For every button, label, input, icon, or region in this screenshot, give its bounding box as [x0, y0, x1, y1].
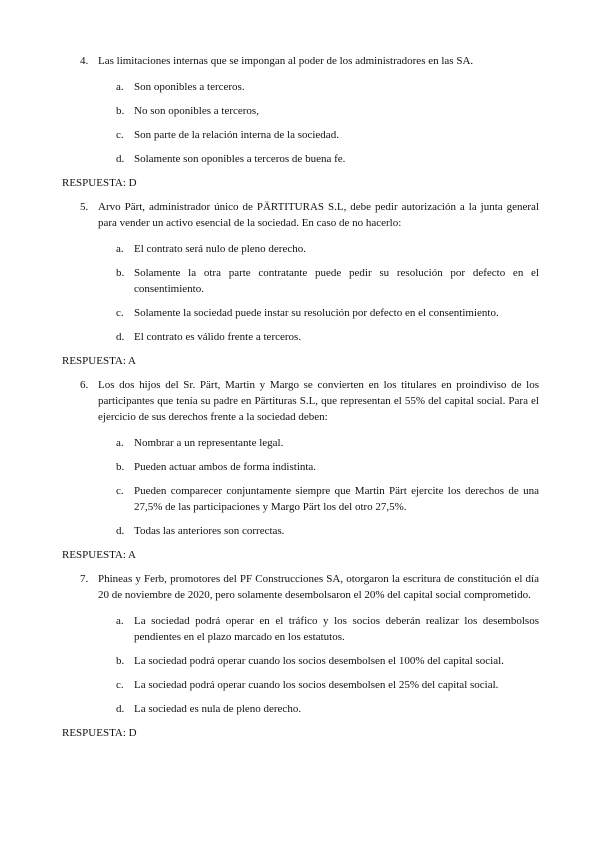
option-letter: a. — [116, 81, 124, 93]
option-c — [116, 483, 539, 515]
option-a — [116, 241, 539, 257]
question-number: 4. — [80, 55, 89, 67]
option-a — [116, 79, 539, 95]
option-letter: b. — [116, 655, 125, 667]
question-number: 6. — [80, 379, 89, 391]
option-text: Son oponibles a terceros. — [134, 81, 245, 93]
options-list — [116, 79, 539, 167]
option-d — [116, 701, 539, 717]
option-c — [116, 677, 539, 693]
option-a — [116, 435, 539, 451]
question-number: 7. — [80, 573, 89, 585]
question-7 — [80, 571, 539, 603]
options-list — [116, 241, 539, 345]
option-text: Todas las anteriores son correctas. — [134, 525, 285, 537]
option-letter: b. — [116, 267, 125, 279]
question-6 — [80, 377, 539, 425]
option-letter: b. — [116, 461, 125, 473]
option-letter: a. — [116, 243, 124, 255]
option-letter: d. — [116, 525, 125, 537]
option-text: Solamente la sociedad puede instar su resolución por defecto en el consentimiento. — [134, 307, 499, 319]
option-letter: c. — [116, 485, 124, 497]
options-list — [116, 613, 539, 717]
option-letter: d. — [116, 331, 125, 343]
option-letter: c. — [116, 307, 124, 319]
option-letter: c. — [116, 679, 124, 691]
option-text: Pueden comparecer conjuntamente siempre que Martin Pärt ejercite los derechos de una 27,5% de las participaciones y Margo Pärt los del otro 27,5%. — [134, 485, 539, 513]
option-b — [116, 653, 539, 669]
option-text: La sociedad podrá operar en el tráfico y los socios deberán realizar los desembolsos pendientes en el plazo marcado en los estatutos. — [134, 615, 539, 643]
option-b — [116, 103, 539, 119]
option-text: Solamente son oponibles a terceros de buena fe. — [134, 153, 346, 165]
options-list — [116, 435, 539, 539]
question-text: Phineas y Ferb, promotores del PF Construcciones SA, otorgaron la escritura de constitución el día 20 de noviembre de 2020, pero solamente desembolsaron el 20% del capital social comprometido. — [98, 573, 539, 601]
option-text: La sociedad podrá operar cuando los socios desembolsen el 25% del capital social. — [134, 679, 499, 691]
answer-line: RESPUESTA: D — [62, 177, 137, 189]
option-d — [116, 151, 539, 167]
option-c — [116, 305, 539, 321]
answer-line: RESPUESTA: D — [62, 727, 137, 739]
option-b — [116, 459, 539, 475]
question-text: Arvo Pärt, administrador único de PÄRTITURAS S.L, debe pedir autorización a la junta general para vender un activo esencial de la sociedad. En caso de no hacerlo: — [98, 201, 539, 229]
option-d — [116, 329, 539, 345]
option-d — [116, 523, 539, 539]
answer-line: RESPUESTA: A — [62, 355, 136, 367]
option-text: Solamente la otra parte contratante puede pedir su resolución por defecto en el consentimiento. — [134, 267, 539, 295]
question-number: 5. — [80, 201, 89, 213]
option-letter: d. — [116, 703, 125, 715]
option-b — [116, 265, 539, 297]
option-letter: b. — [116, 105, 125, 117]
option-text: No son oponibles a terceros, — [134, 105, 259, 117]
option-letter: a. — [116, 615, 124, 627]
option-c — [116, 127, 539, 143]
answer-line: RESPUESTA: A — [62, 549, 136, 561]
option-text: La sociedad podrá operar cuando los socios desembolsen el 100% del capital social. — [134, 655, 504, 667]
option-text: Son parte de la relación interna de la sociedad. — [134, 129, 339, 141]
option-text: El contrato será nulo de pleno derecho. — [134, 243, 306, 255]
option-text: Nombrar a un representante legal. — [134, 437, 284, 449]
option-text: La sociedad es nula de pleno derecho. — [134, 703, 302, 715]
question-5 — [80, 199, 539, 231]
option-text: Pueden actuar ambos de forma indistinta. — [134, 461, 317, 473]
question-text: Los dos hijos del Sr. Pärt, Martin y Margo se convierten en los titulares en proindiviso de los participantes que tenía su padre en Pärtituras S.L, que representan el 55% del capital social. Para el ejercicio de sus derechos frente a la sociedad deben: — [98, 379, 539, 423]
option-letter: c. — [116, 129, 124, 141]
option-a — [116, 613, 539, 645]
option-text: El contrato es válido frente a terceros. — [134, 331, 302, 343]
option-letter: a. — [116, 437, 124, 449]
question-4 — [80, 53, 539, 69]
question-text: Las limitaciones internas que se impongan al poder de los administradores en las SA. — [98, 55, 474, 67]
option-letter: d. — [116, 153, 125, 165]
